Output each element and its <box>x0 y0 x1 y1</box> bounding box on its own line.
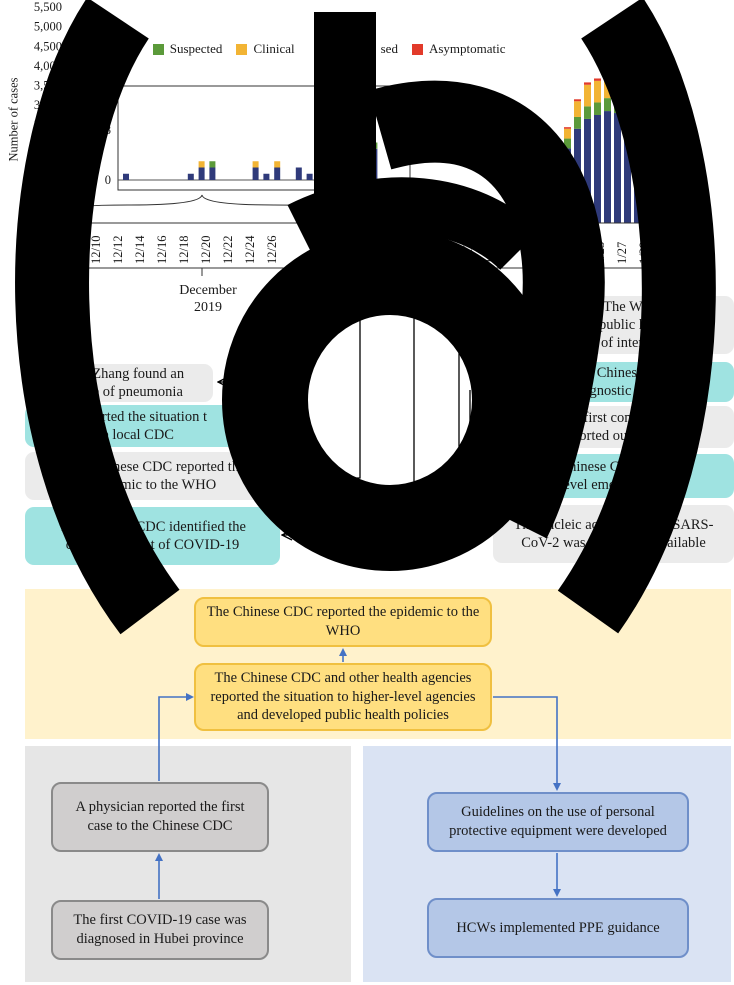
x-axis <box>67 195 673 276</box>
x-tick-label: 12/26 <box>265 235 279 264</box>
inset-bar-clinical <box>361 143 367 149</box>
bar-clinical <box>584 85 591 107</box>
bar-suspected <box>564 139 571 149</box>
y-tick-label: 4,000 <box>33 58 62 73</box>
bar-suspected <box>574 117 581 129</box>
bar-jan-confirmed <box>456 214 462 223</box>
bar-jan-clinical <box>477 207 483 211</box>
inset-bar-suspected <box>350 136 356 142</box>
event-reported-to-who <box>25 452 280 500</box>
event-line: octor Zhang found an <box>58 365 185 382</box>
bar-suspected <box>644 153 651 160</box>
inset-bar-confirmed <box>253 168 259 181</box>
bar-jan-clinical <box>375 219 381 220</box>
event-line: The Chinese CDC su <box>570 364 694 381</box>
legend-asymptomatic-label: Asymptomatic <box>428 41 506 56</box>
bar-clinical <box>604 80 611 98</box>
bar-asymptomatic <box>624 90 631 92</box>
bar-asymptomatic <box>584 82 591 84</box>
bar-suspected <box>634 122 641 132</box>
bar-asymptomatic <box>544 177 551 178</box>
inset-bar-confirmed <box>328 149 334 180</box>
bar-clinical <box>654 198 661 201</box>
bar-clinical <box>544 178 551 182</box>
bar-asymptomatic <box>604 78 611 80</box>
bar-confirmed <box>574 129 581 223</box>
flow-physician-report: A physician reported the first case to the Chinese CDC <box>51 782 269 852</box>
inset-bar-confirmed <box>350 143 356 181</box>
event-doctor-found-case <box>30 364 213 402</box>
bar-confirmed <box>564 148 571 223</box>
y-tick-label: 0 <box>55 216 62 230</box>
x-tick-label: 1/3 <box>351 248 365 264</box>
bar-clinical <box>594 81 601 103</box>
bar-jan-clinical <box>405 217 411 219</box>
bar-confirmed <box>644 160 651 223</box>
inset-bar-confirmed <box>188 174 194 180</box>
inset-bar-suspected <box>361 149 367 155</box>
bar-clinical <box>554 154 561 160</box>
bar-jan-confirmed <box>446 215 452 223</box>
event-line: he Chinese CDC launch <box>542 458 682 475</box>
event-line: SARS- <box>672 516 714 533</box>
event-line: ng reported the situation t <box>58 408 207 425</box>
inset-bar-confirmed <box>361 155 367 180</box>
event-first-case-outside-hubei <box>510 406 734 448</box>
inset-bar-confirmed <box>209 168 215 181</box>
x-tick-label: 1/5 <box>373 248 387 264</box>
flow-ppe-guidelines: Guidelines on the use of personal protective equipment were developed <box>427 792 689 852</box>
inset-y-tick: 8 <box>104 123 111 137</box>
x-tick-label: 12/8 <box>67 241 81 264</box>
inset-bar-confirmed <box>274 168 280 181</box>
bar-suspected <box>594 102 601 115</box>
y-tick-label: 4,500 <box>33 39 62 54</box>
flow-who-report: The Chinese CDC reported the epidemic to the WHO <box>194 597 492 647</box>
bar-suspected <box>544 182 551 188</box>
bar-clinical <box>634 110 641 123</box>
x-tick-label: 12/24 <box>243 235 257 264</box>
y-tick-label: 1,000 <box>33 176 62 191</box>
bar-jan-confirmed <box>395 219 401 223</box>
legend-clinical-label: Clinical <box>253 41 295 56</box>
bars-late-january <box>544 78 661 223</box>
legend <box>112 41 506 57</box>
bar-confirmed <box>614 113 621 223</box>
bar-jan-clinical <box>446 212 452 215</box>
bar-suspected <box>604 98 611 111</box>
x-tick-label: 12/14 <box>133 235 147 264</box>
event-line: The Chinese CDC identified the <box>59 518 246 535</box>
connector-emergency <box>470 390 488 475</box>
event-line: CoV-2 was made p <box>521 535 632 551</box>
y-tick-label: 3,500 <box>33 78 62 93</box>
event-line: The first confirmed ca <box>557 409 687 426</box>
bar-clinical <box>614 84 621 100</box>
y-tick-label: 5,500 <box>33 0 62 14</box>
x-tick-label: 12/22 <box>221 235 235 264</box>
month-label <box>168 283 248 317</box>
bar-suspected <box>554 160 561 168</box>
event-line: public health eme <box>598 316 703 333</box>
x-tick-label: 1/25 <box>593 241 607 264</box>
x-tick-label: 1/29 <box>637 241 651 264</box>
month-label-year: 2019 <box>194 299 222 315</box>
inset-bar-confirmed <box>263 174 269 180</box>
event-line: The nucleic acid seq <box>513 516 633 533</box>
bar-jan-clinical <box>354 220 360 221</box>
event-line: epidemic to the WHO <box>88 477 217 493</box>
bar-jan-confirmed <box>436 216 442 223</box>
y-tick-label: 2,000 <box>33 137 62 152</box>
legend-suspected-label: Suspected <box>169 41 223 56</box>
inset-chart <box>99 86 411 190</box>
bar-suspected <box>624 107 631 119</box>
inset-bar-confirmed <box>307 174 313 180</box>
x-tick-label: 12/16 <box>155 235 169 264</box>
bar-jan-clinical <box>436 214 442 216</box>
x-tick-label: 12/18 <box>177 235 191 264</box>
bar-asymptomatic <box>614 81 621 84</box>
y-tick-label: 1,500 <box>33 157 62 172</box>
bar-confirmed <box>594 115 601 223</box>
event-line: of international c <box>600 335 701 352</box>
bar-jan-clinical <box>415 216 421 218</box>
inset-y-tick: 0 <box>104 173 111 187</box>
y-tick-label: 2,500 <box>33 117 62 132</box>
bar-clinical <box>644 145 651 153</box>
inset-bar-clinical <box>274 161 280 167</box>
bar-confirmed <box>584 119 591 223</box>
event-line: available <box>653 535 706 551</box>
bar-jan-clinical <box>395 218 401 219</box>
bar-clinical <box>624 92 631 107</box>
x-tick-label: 1/23 <box>571 241 585 264</box>
bar-suspected <box>584 106 591 119</box>
bar-jan-confirmed <box>426 217 432 223</box>
x-tick-label: 1/9 <box>417 248 431 264</box>
bar-jan-clinical <box>364 220 370 221</box>
event-line: The Chinese CDC reported th <box>65 458 240 475</box>
event-line: causative agent of COVID-19 <box>65 537 240 553</box>
bar-clinical <box>574 101 581 117</box>
bar-confirmed <box>604 111 611 223</box>
bar-jan-clinical <box>344 221 350 222</box>
inset-bar-confirmed <box>296 168 302 181</box>
bar-asymptomatic <box>554 153 561 154</box>
flow-hcw-implement: HCWs implemented PPE guidance <box>427 898 689 958</box>
flow-first-case: The first COVID-19 case was diagnosed in Hubei province <box>51 900 269 960</box>
inset-bar-suspected <box>371 143 377 149</box>
event-line: al case of pneumonia <box>60 384 183 400</box>
event-who-declared <box>567 296 734 354</box>
bar-jan-clinical <box>466 209 472 213</box>
x-tick-label: 1/13 <box>461 241 475 264</box>
legend-suspected-swatch <box>153 44 164 55</box>
bar-asymptomatic <box>594 78 601 80</box>
bar-suspected <box>614 100 621 113</box>
x-tick-label: 1/15 <box>483 241 497 264</box>
event-line: reported outside Hub <box>560 428 684 444</box>
bar-jan-confirmed <box>477 211 483 223</box>
inset-brace <box>68 195 336 210</box>
bar-jan-clinical <box>456 211 462 214</box>
x-tick-label: 1/7 <box>395 248 409 264</box>
y-tick-label: 5,000 <box>33 19 62 34</box>
bar-asymptomatic <box>634 108 641 110</box>
y-tick-label: 500 <box>43 196 62 211</box>
bar-confirmed <box>634 133 641 223</box>
y-tick-label: 3,000 <box>33 98 62 113</box>
legend-clinical-label-tail: sed <box>380 41 398 56</box>
bar-jan-clinical <box>426 215 432 217</box>
inset-bar-clinical <box>199 161 205 167</box>
x-tick-label: 12/12 <box>111 235 125 264</box>
x-tick-label: 12/10 <box>89 235 103 264</box>
y-axis <box>34 0 62 230</box>
y-axis-label: Number of cases <box>6 77 21 162</box>
inset-bar-suspected <box>317 136 323 142</box>
event-diagnostic-kits <box>530 362 734 402</box>
inset-bar-confirmed <box>371 149 377 180</box>
bar-jan-confirmed <box>405 219 411 223</box>
inset-y-tick: 12 <box>98 98 111 112</box>
bar-asymptomatic <box>564 127 571 129</box>
inset-bar-confirmed <box>317 143 323 181</box>
legend-confirmed-label: rmed <box>112 41 139 56</box>
x-tick-label: 1/31 <box>659 241 673 264</box>
x-tick-label: 1/27 <box>615 241 629 264</box>
inset-bar-suspected <box>209 161 215 167</box>
inset-bar-confirmed <box>199 168 205 181</box>
bar-confirmed <box>554 168 561 223</box>
bars-january <box>344 207 483 223</box>
inset-bar-suspected <box>328 136 334 149</box>
x-tick-label: 1/11 <box>439 242 453 264</box>
event-line: the local CDC <box>91 427 174 443</box>
event-line: diagnostic kits to the <box>571 383 693 399</box>
bar-jan-clinical <box>385 219 391 220</box>
event-reported-local-cdc <box>25 405 240 447</box>
bar-jan-confirmed <box>466 213 472 223</box>
flow-cdc-policy: The Chinese CDC and other health agencies reported the situation to higher-level agencies and developed public health policies <box>194 663 492 731</box>
bar-confirmed <box>654 203 661 223</box>
bar-asymptomatic <box>644 144 651 145</box>
bar-clinical <box>564 129 571 139</box>
event-identified-causative-agent <box>25 507 280 565</box>
event-sequence-available <box>493 505 734 563</box>
bar-asymptomatic <box>574 99 581 101</box>
x-tick-label: 12/20 <box>199 235 213 264</box>
event-line: The WHO decla <box>603 298 698 315</box>
inset-bar-clinical <box>328 130 334 136</box>
event-line: -level emergency re <box>554 477 670 493</box>
bar-confirmed <box>544 188 551 223</box>
inset-bar-confirmed <box>123 174 129 180</box>
event-emergency-response <box>490 454 734 498</box>
bar-suspected <box>654 201 661 203</box>
bar-confirmed <box>624 119 631 223</box>
legend-clinical-swatch <box>236 44 247 55</box>
legend-asymptomatic-swatch <box>412 44 423 55</box>
month-label-december: December <box>179 283 237 298</box>
inset-bar-clinical <box>350 130 356 136</box>
bar-jan-confirmed <box>415 218 421 223</box>
inset-bar-clinical <box>253 161 259 167</box>
